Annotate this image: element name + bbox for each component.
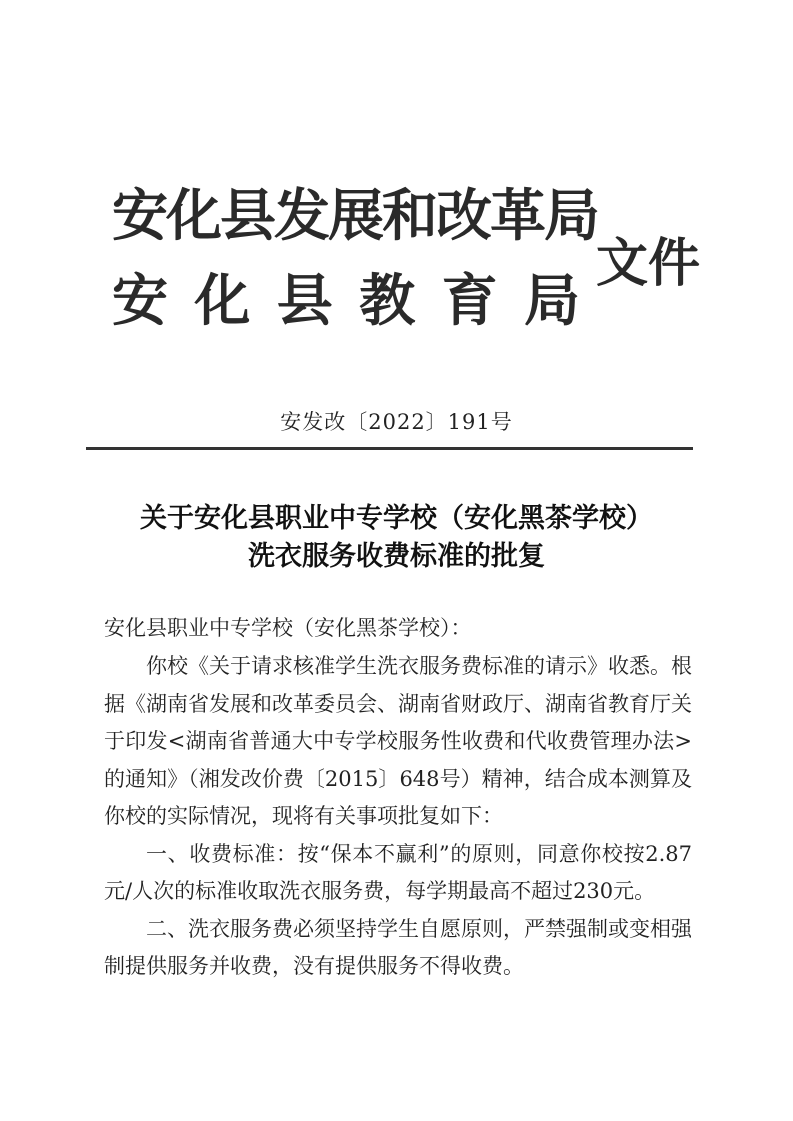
document-number: 安发改〔2022〕191号 <box>280 410 513 434</box>
agency-name-education: 安 化 县 教 育 局 <box>112 268 580 334</box>
document-title <box>0 500 793 576</box>
title-line-2: 洗衣服务收费标准的批复 <box>248 541 545 572</box>
body-paragraph: 你校《关于请求核准学生洗衣服务费标准的请示》收悉。根据《湖南省发展和改革委员会、湖南省财政厅、湖南省教育厅关于印发<湖南省普通大中专学校服务性收费和代收费管理办法>的通知》（湘发改价费〔2015〕648号）精神，结合成本测算及你校的实际情况，现将有关事项批复如下： <box>104 654 692 828</box>
document-suffix: 文件 <box>596 233 701 294</box>
agency-name-development-reform: 安化县发展和改革局 <box>112 183 598 249</box>
addressee: 安化县职业中专学校（安化黑茶学校）： <box>104 616 472 640</box>
title-line-1: 关于安化县职业中专学校（安化黑茶学校） <box>140 503 653 534</box>
body-paragraph: 二、洗衣服务费必须坚持学生自愿原则，严禁强制或变相强制提供服务并收费，没有提供服务不得收费。 <box>104 916 692 978</box>
document-body <box>104 648 692 986</box>
header-divider <box>86 447 693 450</box>
body-paragraph: 一、收费标准：按“保本不赢利”的原则，同意你校按2.87元/人次的标准收取洗衣服务费，每学期最高不超过230元。 <box>104 841 692 903</box>
